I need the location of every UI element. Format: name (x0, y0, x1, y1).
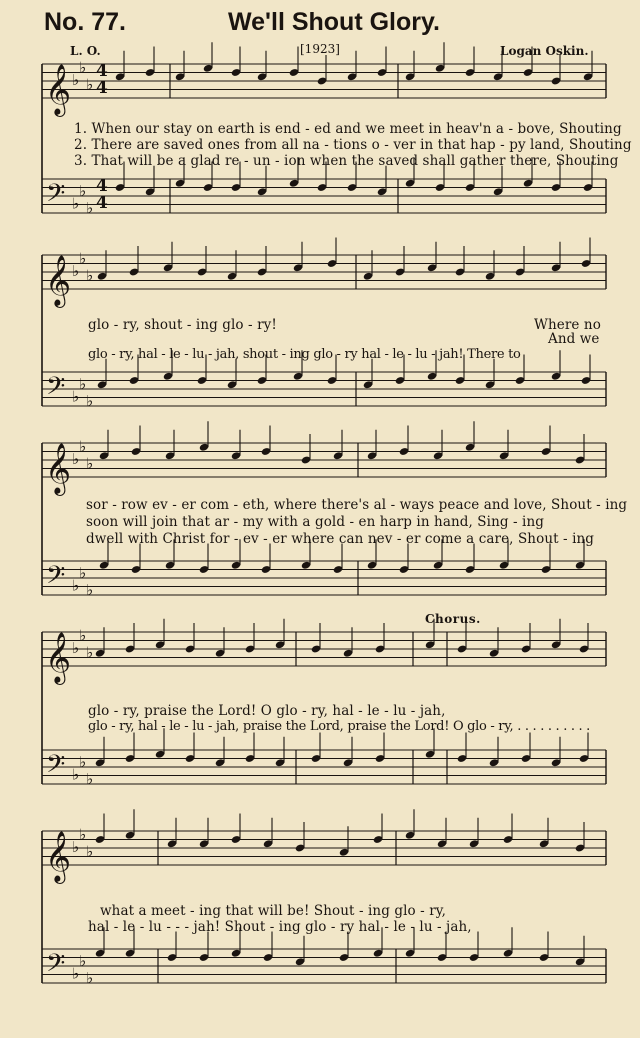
flat-icon: ♭ (86, 968, 94, 987)
composer-credit: Logan Oskin. (500, 44, 589, 58)
s3-verse1-lyric: sor - row ev - er com - eth, where there's al - ways peace and love, Shout - ing (86, 497, 628, 513)
flat-icon: ♭ (79, 563, 87, 582)
flat-icon: ♭ (79, 249, 87, 268)
s2-line1-lyric: glo - ry, shout - ing glo - ry! (88, 317, 277, 333)
time-signature: 4 (96, 193, 108, 213)
s3-verse3-lyric: dwell with Christ for - ev - er where can nev - er come a care, Shout - ing (86, 531, 595, 547)
time-signature: 4 (96, 176, 108, 196)
s5-line2-lyric: hal - le - lu - - - jah! Shout - ing glo - ry hal - le - lu - jah, (88, 919, 472, 935)
bass-clef-icon: 𝄢 (46, 179, 66, 215)
flat-icon: ♭ (72, 387, 80, 406)
bass-clef-icon: 𝄢 (46, 561, 66, 597)
year-credit: [1923] (300, 42, 340, 56)
lyricist-credit: L. O. (70, 44, 101, 58)
flat-icon: ♭ (79, 752, 87, 771)
flat-icon: ♭ (72, 262, 80, 280)
flat-icon: ♭ (79, 58, 87, 77)
s2-line1-end-lyric: Where no (534, 317, 601, 333)
s1-verse1-lyric: 1. When our stay on earth is end - ed and we meet in heav'n a - bove, Shouting (74, 121, 622, 137)
s5-line1-lyric: what a meet - ing that will be! Shout - ing glo - ry, (100, 903, 447, 919)
flat-icon: ♭ (79, 626, 87, 645)
s2-line1-end2-lyric: And we (548, 331, 600, 347)
s3-verse2-lyric: soon will join that ar - my with a gold - en harp in hand, Sing - ing (86, 514, 545, 530)
s4-line2-lyric: glo - ry, hal - le - lu - jah, praise the Lord, praise the Lord! O glo - ry, . . . . . . . . . . (88, 719, 591, 734)
flat-icon: ♭ (86, 391, 94, 410)
flat-icon: ♭ (72, 194, 80, 213)
time-signature: 4 (96, 78, 108, 98)
flat-icon: ♭ (86, 580, 94, 599)
flat-icon: ♭ (86, 454, 94, 473)
flat-icon: ♭ (72, 71, 80, 89)
flat-icon: ♭ (79, 181, 87, 200)
hymn-title: We'll Shout Glory. (228, 8, 440, 36)
treble-clef-icon: 𝄞 (45, 443, 72, 494)
treble-clef-icon: 𝄞 (45, 831, 72, 882)
flat-icon: ♭ (79, 825, 87, 844)
treble-clef-icon: 𝄞 (45, 64, 72, 115)
hymn-number: No. 77. (44, 8, 126, 36)
flat-icon: ♭ (86, 198, 94, 217)
treble-clef-icon: 𝄞 (45, 255, 72, 306)
bass-clef-icon: 𝄢 (46, 750, 66, 786)
flat-icon: ♭ (86, 266, 94, 285)
flat-icon: ♭ (72, 639, 80, 657)
flat-icon: ♭ (86, 769, 94, 788)
s2-line2-lyric: glo - ry, hal - le - lu - jah, shout - ing glo - ry hal - le - lu - jah! There to (88, 347, 521, 362)
flat-icon: ♭ (72, 450, 80, 468)
chorus-label: Chorus. (425, 612, 481, 626)
flat-icon: ♭ (79, 374, 87, 393)
flat-icon: ♭ (86, 75, 94, 94)
time-signature: 4 (96, 61, 108, 81)
flat-icon: ♭ (72, 765, 80, 784)
flat-icon: ♭ (79, 437, 87, 456)
treble-clef-icon: 𝄞 (45, 632, 72, 683)
flat-icon: ♭ (72, 838, 80, 856)
s4-line1-lyric: glo - ry, praise the Lord! O glo - ry, hal - le - lu - jah, (88, 703, 446, 719)
flat-icon: ♭ (72, 964, 80, 983)
bass-clef-icon: 𝄢 (46, 949, 66, 985)
bass-clef-icon: 𝄢 (46, 372, 66, 408)
flat-icon: ♭ (86, 842, 94, 861)
s1-verse2-lyric: 2. There are saved ones from all na - tions o - ver in that hap - py land, Shouting (74, 137, 632, 153)
s1-verse3-lyric: 3. That will be a glad re - un - ion when the saved shall gather there, Shouting (74, 153, 619, 169)
flat-icon: ♭ (79, 951, 87, 970)
flat-icon: ♭ (86, 643, 94, 662)
flat-icon: ♭ (72, 576, 80, 595)
